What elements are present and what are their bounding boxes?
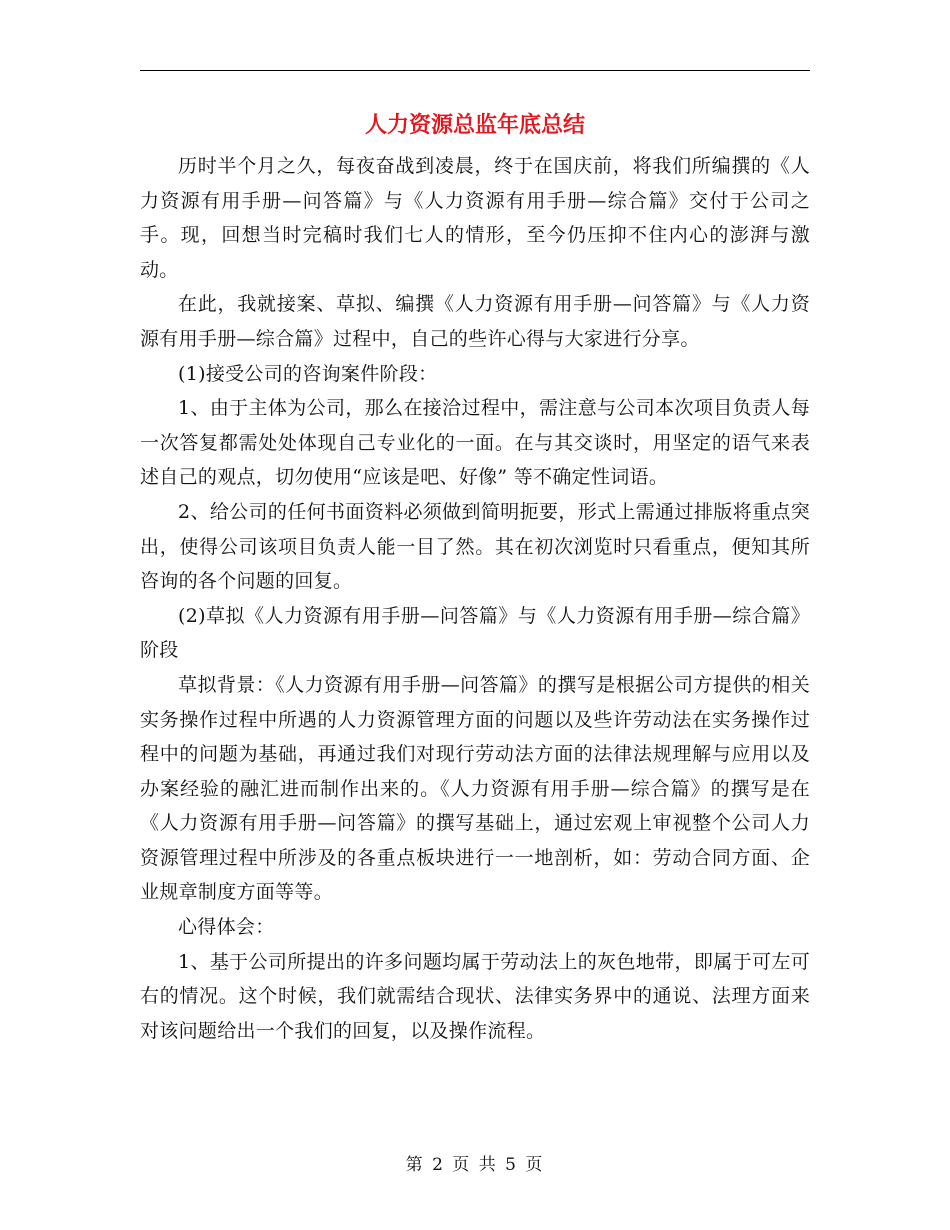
page-number: 第 2 页 共 5 页 bbox=[405, 1155, 545, 1175]
paragraph-consulting-point-2: 2、给公司的任何书面资料必须做到简明扼要，形式上需通过排版将重点突出，使得公司该项目负责人能一目了然。其在初次浏览时只看重点，便知其所咨询的各个问题的回复。 bbox=[140, 500, 810, 593]
document-title: 人力资源总监年底总结 bbox=[364, 112, 585, 138]
paragraph-consulting-point-1: 1、由于主体为公司，那么在接洽过程中，需注意与公司本次项目负责人每一次答复都需处处体现自己专业化的一面。在与其交谈时，用坚定的语气来表述自己的观点，切勿使用“应该是吧、好像” 等不确定性词语。 bbox=[140, 397, 810, 489]
paragraph-intro: 历时半个月之久，每夜奋战到凌晨，终于在国庆前，将我们所编撰的《人力资源有用手册—问答篇》与《人力资源有用手册—综合篇》交付于公司之手。现，回想当时完稿时我们七人的情形，至今仍压抑不住内心的澎湃与激动。 bbox=[140, 155, 810, 281]
section-heading-consulting: (1)接受公司的咨询案件阶段： bbox=[178, 362, 438, 385]
paragraph-drafting-background: 草拟背景：《人力资源有用手册—问答篇》的撰写是根据公司方提供的相关实务操作过程中所遇的人力资源管理方面的问题以及些许劳动法在实务操作过程中的问题为基础，再通过我们对现行劳动法方面的法律法规理解与应用以及办案经验的融汇进而制作出来的。《人力资源有用手册—综合篇》的撰写是在《人力资源有用手册—问答篇》的撰写基础上，通过宏观上审视整个公司人力资源管理过程中所涉及的各重点板块进行一一地剖析，如：劳动合同方面、企业规章制度方面等等。 bbox=[140, 673, 810, 904]
section-heading-drafting: (2)草拟《人力资源有用手册—问答篇》与《人力资源有用手册—综合篇》阶段 bbox=[140, 604, 810, 662]
header-rule bbox=[140, 70, 810, 71]
paragraph-insight-point-1: 1、基于公司所提出的许多问题均属于劳动法上的灰色地带，即属于可左可右的情况。这个时候，我们就需结合现状、法律实务界中的通说、法理方面来对该问题给出一个我们的回复，以及操作流程。 bbox=[140, 950, 810, 1042]
section-heading-insights: 心得体会： bbox=[178, 916, 275, 939]
document-body bbox=[140, 149, 810, 1048]
paragraph-sharing: 在此，我就接案、草拟、编撰《人力资源有用手册—问答篇》与《人力资源有用手册—综合篇》过程中，自己的些许心得与大家进行分享。 bbox=[140, 293, 810, 350]
